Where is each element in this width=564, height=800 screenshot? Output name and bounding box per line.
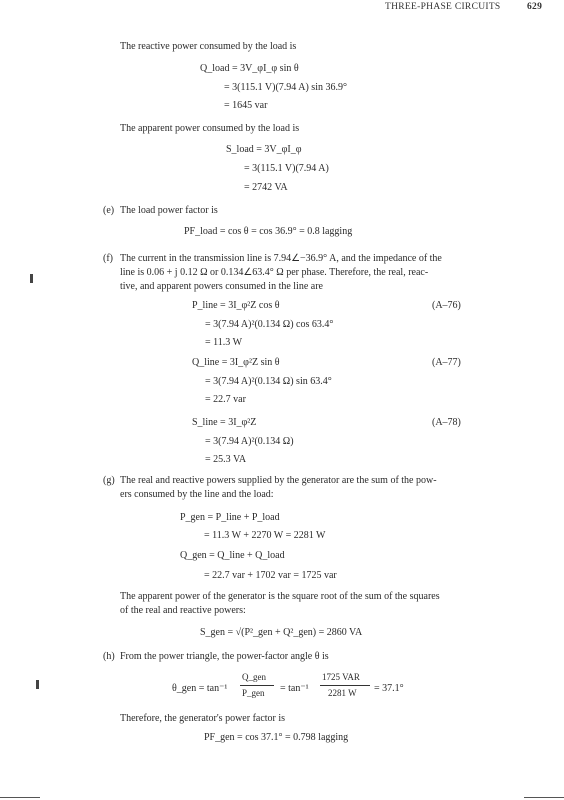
s-line-eq-2: = 3(7.94 A)²(0.134 Ω)	[205, 436, 294, 447]
reactive-eq-line-3: = 1645 var	[224, 100, 268, 111]
theta-denominator-value: 2281 W	[328, 688, 357, 698]
theta-denominator: P_gen	[242, 688, 265, 698]
line-text-2: line is 0.06 + j 0.12 Ω or 0.134∠63.4° Ω per phase. Therefore, the real, reac-	[120, 267, 429, 278]
q-line-eq-2: = 3(7.94 A)²(0.134 Ω) sin 63.4°	[205, 376, 332, 387]
label-f: (f)	[103, 253, 113, 264]
pf-gen-eq: PF_gen = cos 37.1° = 0.798 lagging	[204, 732, 349, 743]
pf-intro: The load power factor is	[120, 205, 218, 216]
p-line-eq-3: = 11.3 W	[205, 337, 243, 348]
reactive-eq-line-1: Q_load = 3V_φI_φ sin θ	[200, 63, 299, 74]
sgen-eq: S_gen = √(P²_gen + Q²_gen) = 2860 VA	[200, 627, 363, 638]
s-line-eq-number: (A–78)	[432, 417, 461, 428]
p-line-eq-1: P_line = 3I_φ²Z cos θ	[192, 300, 280, 311]
h-text: From the power triangle, the power-factor angle θ is	[120, 651, 329, 662]
line-text-3: tive, and apparent powers consumed in the line are	[120, 281, 323, 292]
gen-text-2: ers consumed by the line and the load:	[120, 489, 274, 500]
p-line-eq-2: = 3(7.94 A)²(0.134 Ω) cos 63.4°	[205, 319, 334, 330]
apparent-eq-line-2: = 3(115.1 V)(7.94 A)	[244, 163, 329, 174]
s-line-eq-1: S_line = 3I_φ²Z	[192, 417, 257, 428]
p-line-eq-number: (A–76)	[432, 300, 461, 311]
reactive-intro: The reactive power consumed by the load is	[120, 41, 297, 52]
q-line-eq-number: (A–77)	[432, 357, 461, 368]
theta-numerator-value: 1725 VAR	[322, 672, 360, 682]
margin-mark	[30, 274, 33, 283]
sgen-text-1: The apparent power of the generator is the square root of the sum of the squares	[120, 591, 440, 602]
q-line-eq-1: Q_line = 3I_φ²Z sin θ	[192, 357, 280, 368]
reactive-eq-line-2: = 3(115.1 V)(7.94 A) sin 36.9°	[224, 82, 347, 93]
theta-result: = 37.1°	[374, 683, 404, 694]
theta-numerator: Q_gen	[242, 672, 266, 682]
sgen-text-2: of the real and reactive powers:	[120, 605, 246, 616]
fraction-bar	[240, 685, 274, 686]
q-gen-eq-2: = 22.7 var + 1702 var = 1725 var	[204, 570, 337, 581]
s-line-eq-3: = 25.3 VA	[205, 454, 247, 465]
label-e: (e)	[103, 205, 115, 216]
gen-text-1: The real and reactive powers supplied by the generator are the sum of the pow-	[120, 475, 437, 486]
pf-eq: PF_load = cos θ = cos 36.9° = 0.8 lagging	[184, 226, 353, 237]
theta-mid: = tan⁻¹	[280, 683, 309, 694]
bottom-edge-mark	[524, 797, 564, 798]
apparent-eq-line-1: S_load = 3V_φI_φ	[226, 144, 302, 155]
margin-mark	[36, 680, 39, 689]
q-gen-eq-1: Q_gen = Q_line + Q_load	[180, 550, 285, 561]
page-number: 629	[527, 2, 543, 12]
label-g: (g)	[103, 475, 115, 486]
apparent-intro: The apparent power consumed by the load is	[120, 123, 300, 134]
apparent-eq-line-3: = 2742 VA	[244, 182, 288, 193]
label-h: (h)	[103, 651, 115, 662]
p-gen-eq-2: = 11.3 W + 2270 W = 2281 W	[204, 530, 326, 541]
therefore-text: Therefore, the generator's power factor is	[120, 713, 286, 724]
p-gen-eq-1: P_gen = P_line + P_load	[180, 512, 280, 523]
fraction-bar	[320, 685, 370, 686]
bottom-edge-mark	[0, 797, 40, 798]
line-text-1: The current in the transmission line is 7.94∠−36.9° A, and the impedance of the	[120, 253, 442, 264]
running-title: THREE-PHASE CIRCUITS	[385, 2, 501, 12]
theta-lhs: θ_gen = tan⁻¹	[172, 683, 228, 694]
q-line-eq-3: = 22.7 var	[205, 394, 246, 405]
